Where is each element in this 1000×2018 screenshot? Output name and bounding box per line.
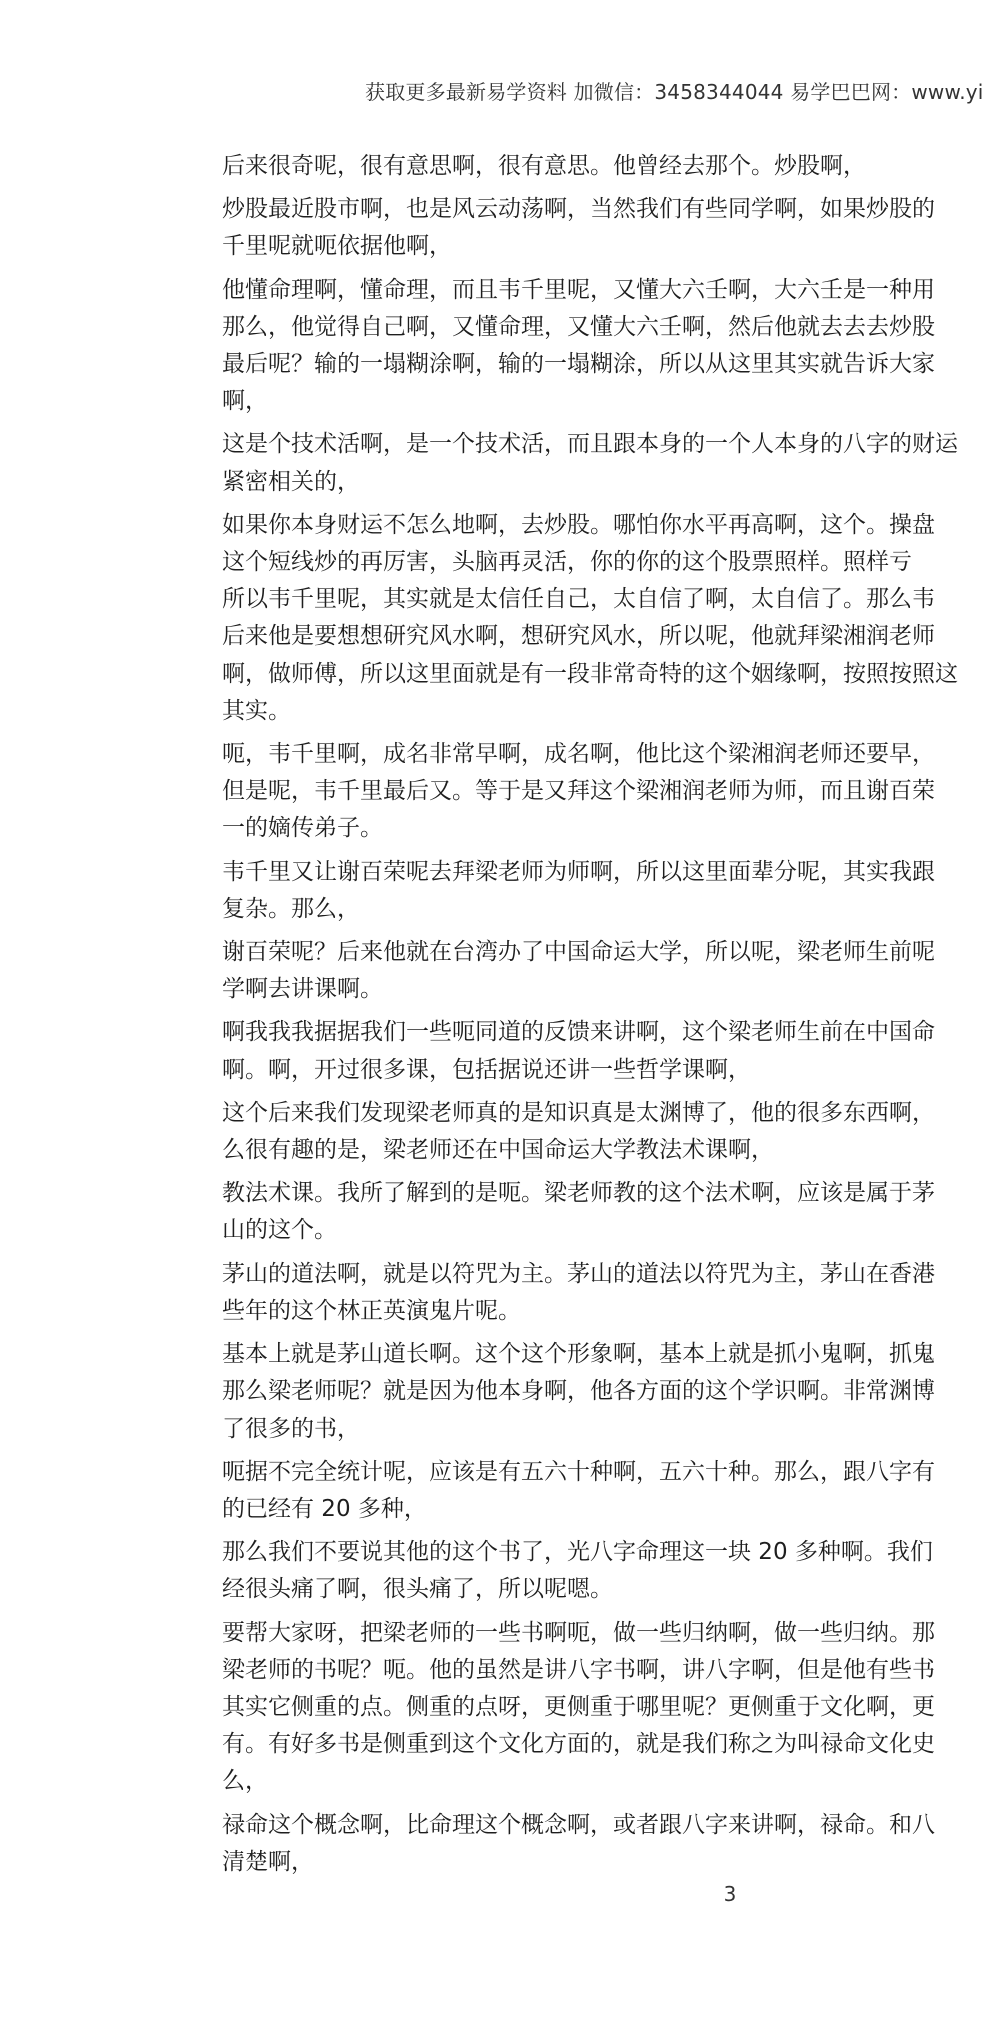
text-line: 要帮大家呀，把梁老师的一些书啊呃，做一些归纳啊，做一些归纳。那	[222, 1619, 935, 1646]
paragraph	[222, 1095, 1000, 1169]
text-line: 梁老师的书呢？呃。他的虽然是讲八字书啊，讲八字啊，但是他有些书	[222, 1656, 935, 1683]
paragraph	[222, 148, 1000, 185]
text-line: 些年的这个林正英演鬼片呢。	[222, 1297, 521, 1324]
paragraph	[222, 191, 1000, 265]
text-line: 了很多的书，	[222, 1415, 360, 1442]
text-line: 茅山的道法啊，就是以符咒为主。茅山的道法以符咒为主，茅山在香港	[222, 1260, 935, 1287]
text-line: 经很头痛了啊，很头痛了，所以呢嗯。	[222, 1576, 613, 1603]
paragraph	[222, 426, 1000, 500]
text-line: 千里呢就呃依据他啊，	[222, 233, 452, 260]
text-line: 啊，做师傅，所以这里面就是有一段非常奇特的这个姻缘啊，按照按照这	[222, 660, 958, 687]
text-line: 那么，他觉得自己啊，又懂命理，又懂大六壬啊，然后他就去去去炒股	[222, 313, 935, 340]
page-number-container	[0, 1882, 1000, 1906]
paragraph	[222, 934, 1000, 1008]
text-line: 如果你本身财运不怎么地啊，去炒股。哪怕你水平再高啊，这个。操盘	[222, 511, 935, 538]
text-line: 后来很奇呢，很有意思啊，很有意思。他曾经去那个。炒股啊，	[222, 153, 866, 179]
text-line: 那么梁老师呢？就是因为他本身啊，他各方面的这个学识啊。非常渊博	[222, 1378, 935, 1405]
paragraph	[222, 1615, 1000, 1801]
text-line: 后来他是要想想研究风水啊，想研究风水，所以呢，他就拜梁湘润老师	[222, 623, 935, 650]
page-header: 获取更多最新易学资料 加微信：3458344044 易学巴巴网：www.yi	[365, 80, 984, 104]
text-line: 一的嫡传弟子。	[222, 815, 383, 842]
text-line: 复杂。那么，	[222, 895, 360, 922]
text-line: 紧密相关的，	[222, 468, 360, 495]
paragraph	[222, 272, 1000, 421]
text-line: 那么我们不要说其他的这个书了，光八字命理这一块 20 多种啊。我们	[222, 1539, 933, 1566]
text-line: 学啊去讲课啊。	[222, 976, 383, 1003]
paragraph	[222, 1175, 1000, 1249]
text-line: 的已经有 20 多种，	[222, 1495, 427, 1522]
paragraph	[222, 1256, 1000, 1330]
paragraph	[222, 1807, 1000, 1881]
paragraph	[222, 1454, 1000, 1528]
text-line: 啊，	[222, 388, 268, 415]
text-line: 有。有好多书是侧重到这个文化方面的，就是我们称之为叫禄命文化史	[222, 1731, 935, 1758]
text-line: 这个后来我们发现梁老师真的是知识真是太渊博了，他的很多东西啊，	[222, 1099, 935, 1126]
text-line: 么很有趣的是，梁老师还在中国命运大学教法术课啊，	[222, 1137, 774, 1164]
paragraph	[222, 854, 1000, 928]
text-line: 呃，韦千里啊，成名非常早啊，成名啊，他比这个梁湘润老师还要早，	[222, 741, 935, 768]
text-line: 禄命这个概念啊，比命理这个概念啊，或者跟八字来讲啊，禄命。和八	[222, 1811, 935, 1838]
paragraph	[222, 736, 1000, 848]
text-line: 炒股最近股市啊，也是风云动荡啊，当然我们有些同学啊，如果炒股的	[222, 196, 935, 223]
text-line: 这是个技术活啊，是一个技术活，而且跟本身的一个人本身的八字的财运	[222, 431, 958, 458]
text-line: 谢百荣呢？后来他就在台湾办了中国命运大学，所以呢，梁老师生前呢	[222, 939, 935, 966]
paragraph	[222, 1336, 1000, 1448]
text-line: 这个短线炒的再厉害，头脑再灵活，你的你的这个股票照样。照样亏	[222, 549, 912, 576]
body-text	[222, 148, 1000, 1887]
text-line: 么，	[222, 1768, 268, 1795]
text-line: 其实它侧重的点。侧重的点呀，更侧重于哪里呢？更侧重于文化啊，更	[222, 1693, 935, 1720]
text-line: 他懂命理啊，懂命理，而且韦千里呢，又懂大六壬啊，大六壬是一种用	[222, 276, 935, 303]
text-line: 啊我我我据据我们一些呃同道的反馈来讲啊，这个梁老师生前在中国命	[222, 1019, 935, 1046]
page-number: 3	[723, 1882, 737, 1906]
text-line: 教法术课。我所了解到的是呃。梁老师教的这个法术啊，应该是属于茅	[222, 1180, 935, 1207]
text-line: 基本上就是茅山道长啊。这个这个形象啊，基本上就是抓小鬼啊，抓鬼	[222, 1341, 935, 1368]
text-line: 所以韦千里呢，其实就是太信任自己，太自信了啊，太自信了。那么韦	[222, 586, 935, 613]
text-line: 清楚啊，	[222, 1848, 314, 1875]
paragraph	[222, 1534, 1000, 1608]
text-line: 最后呢？输的一塌糊涂啊，输的一塌糊涂，所以从这里其实就告诉大家	[222, 351, 935, 378]
paragraph	[222, 1014, 1000, 1088]
text-line: 但是呢，韦千里最后又。等于是又拜这个梁湘润老师为师，而且谢百荣	[222, 778, 935, 805]
text-line: 呃据不完全统计呢，应该是有五六十种啊，五六十种。那么，跟八字有	[222, 1458, 935, 1485]
text-line: 山的这个。	[222, 1217, 337, 1244]
paragraph	[222, 507, 1000, 730]
text-line: 其实。	[222, 697, 291, 724]
text-line: 啊。啊，开过很多课，包括据说还讲一些哲学课啊，	[222, 1056, 751, 1083]
text-line: 韦千里又让谢百荣呢去拜梁老师为师啊，所以这里面辈分呢，其实我跟	[222, 858, 935, 885]
